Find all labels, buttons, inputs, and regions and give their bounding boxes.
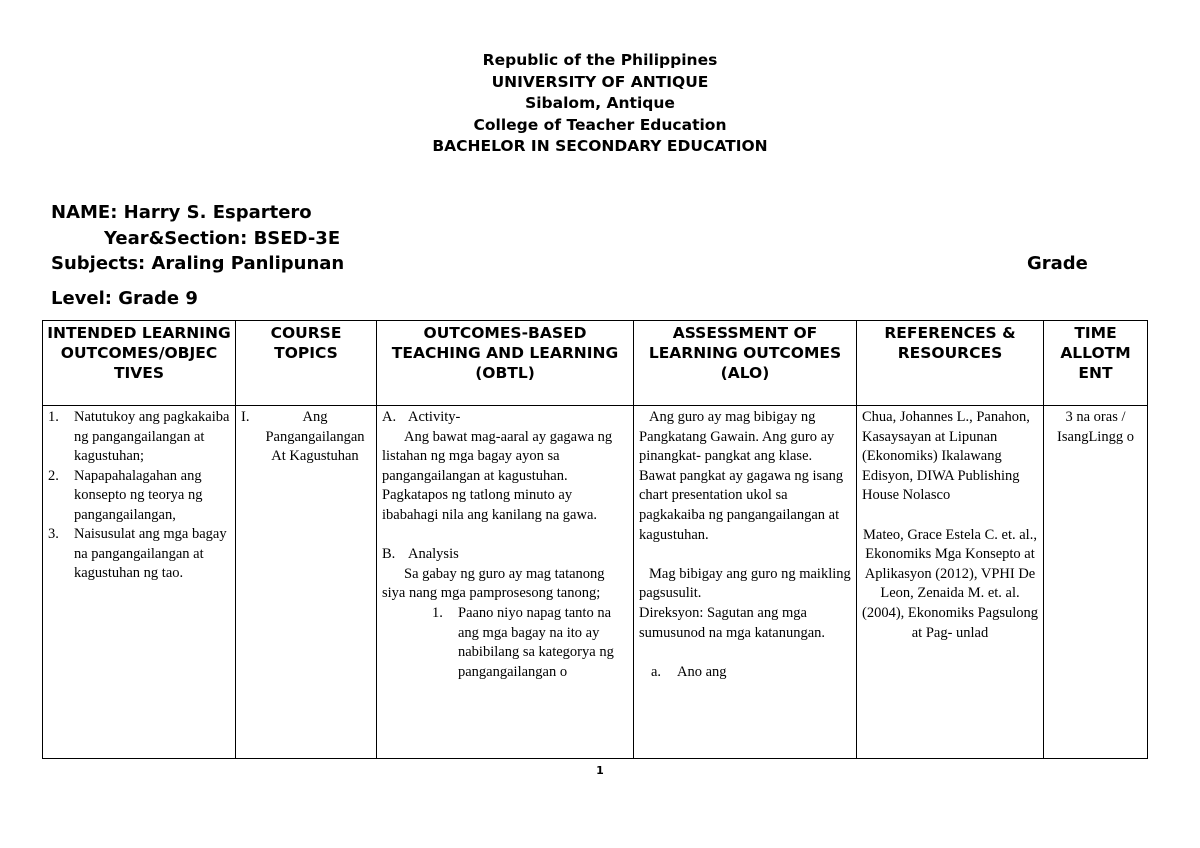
grade-label: Grade bbox=[1027, 253, 1088, 274]
lesson-plan-table bbox=[42, 320, 1148, 759]
topic-text: Ang Pangangailangan At Kagustuhan bbox=[265, 409, 365, 465]
alo-cell bbox=[634, 406, 857, 759]
section-letter: B. bbox=[382, 546, 396, 563]
obtl-cell bbox=[377, 406, 634, 759]
list-item bbox=[48, 525, 230, 584]
section-title: Analysis bbox=[408, 546, 459, 563]
list-number: 1. bbox=[432, 604, 443, 621]
alo-group-activity: Ang guro ay mag bibigay ng Pangkatang Gawain. Ang guro ay pinangkat- pangkat ang klase. Bawat pangkat ay gagawa ng isang chart presentation ukol sa pagkakaiba ng pangangailangan at kagustuhan. bbox=[639, 409, 844, 543]
subjects: Subjects: Araling Panlipunan bbox=[51, 253, 345, 274]
alo-directions: Direksyon: Sagutan ang mga sumusunod na mga katanungan. bbox=[639, 604, 826, 641]
refs-cell bbox=[857, 406, 1044, 759]
header-location: Sibalom, Antique bbox=[525, 94, 675, 112]
reference-2: Mateo, Grace Estela C. et. al., Ekonomiks Mga Konsepto at Aplikasyon (2012), VPHI De Leon, Zenaida M. et. al. (2004), Ekonomiks Pagsulong at Pag- unlad bbox=[862, 526, 1039, 641]
alo-quiz: Mag bibigay ang guro ng maikling pagsusulit. bbox=[639, 565, 851, 602]
list-text: Naisusulat ang mga bagay na pangangailangan at kagustuhan ng tao. bbox=[74, 526, 227, 581]
section-title: Activity- bbox=[408, 409, 461, 425]
header-program: BACHELOR IN SECONDARY EDUCATION bbox=[432, 137, 768, 155]
list-text: Paano niyo napag tanto na ang mga bagay na ito ay nabibilang sa kategorya ng pangangailangan o bbox=[458, 604, 614, 680]
year-section: Year&Section: BSED-3E bbox=[104, 228, 341, 249]
table-row bbox=[43, 406, 1148, 759]
list-number: a. bbox=[651, 663, 662, 680]
section-letter: A. bbox=[382, 409, 397, 425]
topic-number: I. bbox=[241, 409, 250, 425]
ilo-cell bbox=[43, 406, 236, 759]
reference-1: Chua, Johannes L., Panahon, Kasaysayan at Lipunan (Ekonomiks) Ikalawang Edisyon, DIWA Publishing House Nolasco bbox=[862, 409, 1030, 504]
time-allotment: 3 na oras / IsangLingg o bbox=[1057, 409, 1134, 445]
list-item bbox=[382, 604, 628, 682]
obtl-activity-title bbox=[382, 408, 628, 428]
list-item bbox=[48, 408, 230, 467]
header-topics: COURSE TOPICS bbox=[236, 321, 377, 406]
header-republic: Republic of the Philippines bbox=[482, 51, 718, 69]
page-number: 1 bbox=[596, 764, 604, 777]
header-ilo: INTENDED LEARNING OUTCOMES/OBJEC TIVES bbox=[43, 321, 236, 406]
topic-item bbox=[241, 408, 371, 467]
list-text: Napapahalagahan ang konsepto ng teorya ng pangangailangan, bbox=[74, 467, 203, 523]
ilo-list bbox=[48, 408, 230, 584]
list-number: 3. bbox=[48, 526, 59, 542]
grade-level: Level: Grade 9 bbox=[51, 288, 198, 309]
header-university: UNIVERSITY OF ANTIQUE bbox=[491, 72, 709, 91]
document-header bbox=[0, 50, 1200, 158]
obtl-analysis-title bbox=[382, 545, 628, 565]
header-college: College of Teacher Education bbox=[473, 115, 727, 134]
obtl-activity-text: Ang bawat mag-aaral ay gagawa ng listahan ng mga bagay ayon sa pangangailangan at kagustuhan. Pagkatapos ng tatlong minuto ay ibabahagi nila ang kanilang na gawa. bbox=[382, 428, 613, 523]
header-refs: REFERENCES & RESOURCES bbox=[857, 321, 1044, 406]
time-cell bbox=[1044, 406, 1148, 759]
header-time: TIME ALLOTM ENT bbox=[1044, 321, 1148, 406]
table-header-row bbox=[43, 321, 1148, 406]
alo-question-a bbox=[639, 663, 851, 683]
obtl-analysis-text: Sa gabay ng guro ay mag tatanong siya nang mga pamprosesong tanong; bbox=[382, 565, 605, 602]
list-item bbox=[48, 467, 230, 526]
list-number: 2. bbox=[48, 467, 59, 484]
list-number: 1. bbox=[48, 409, 59, 425]
analysis-questions bbox=[382, 604, 628, 682]
student-name: NAME: Harry S. Espartero bbox=[51, 202, 312, 223]
list-text: Natutukoy ang pagkakaiba ng pangangailangan at kagustuhan; bbox=[74, 409, 230, 464]
header-alo: ASSESSMENT OF LEARNING OUTCOMES (ALO) bbox=[634, 321, 857, 406]
header-obtl: OUTCOMES-BASED TEACHING AND LEARNING (OBTL) bbox=[377, 321, 634, 406]
topics-cell bbox=[236, 406, 377, 759]
list-text: Ano ang bbox=[677, 663, 727, 680]
